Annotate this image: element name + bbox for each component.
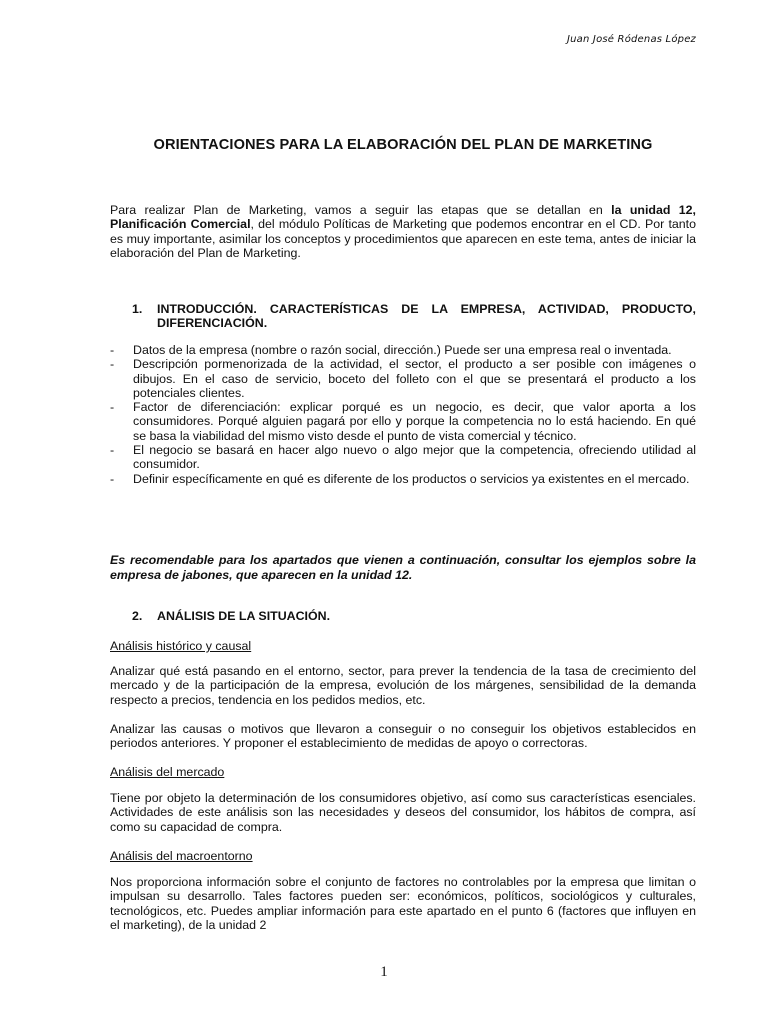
list-item xyxy=(110,472,696,486)
section-1-title: INTRODUCCIÓN. CARACTERÍSTICAS DE LA EMPRESA, ACTIVIDAD, PRODUCTO, DIFERENCIACIÓN. xyxy=(157,302,696,331)
bullet-dash: - xyxy=(110,400,115,415)
recommendation-note: Es recomendable para los apartados que vienen a continuación, consultar los ejemplos sobre la empresa de jabones, que aparecen en la unidad 12. xyxy=(110,553,696,582)
page-number: 1 xyxy=(380,964,388,980)
bullet-dash: - xyxy=(110,471,115,486)
section-1-bullet-list xyxy=(110,343,696,486)
bullet-text: Definir específicamente en qué es diferente de los productos o servicios ya existentes en el mercado. xyxy=(133,471,690,486)
bullet-dash: - xyxy=(110,343,115,357)
subheading-market-analysis: Análisis del mercado xyxy=(110,765,225,779)
subheading-historical-analysis: Análisis histórico y causal xyxy=(110,639,252,653)
bullet-dash: - xyxy=(110,443,115,458)
bullet-text: El negocio se basará en hacer algo nuevo o algo mejor que la competencia, ofreciendo utilidad al consumidor. xyxy=(133,443,696,472)
paragraph-macroenvironment: Nos proporciona información sobre el conjunto de factores no controlables por la empresa que limitan o impulsan su desarrollo. Tales factores pueden ser: económicos, políticos, sociológicos y culturales, tecnológicos, etc. Puedes ampliar información para este apartado en el punto 6 (factores que influyen en el marketing), de la unidad 2 xyxy=(110,875,696,932)
list-item xyxy=(110,343,696,357)
bullet-text: Datos de la empresa (nombre o razón social, dirección.) Puede ser una empresa real o inventada. xyxy=(133,343,672,357)
section-1-heading xyxy=(132,302,696,331)
subheading-macroenvironment: Análisis del macroentorno xyxy=(110,849,253,863)
document-title: ORIENTACIONES PARA LA ELABORACIÓN DEL PLAN DE MARKETING xyxy=(153,137,653,153)
paragraph-historical-2: Analizar las causas o motivos que llevaron a conseguir o no conseguir los objetivos establecidos en periodos anteriores. Y proponer el establecimiento de medidas de apoyo o correctoras. xyxy=(110,722,696,751)
paragraph-historical-1: Analizar qué está pasando en el entorno, sector, para prever la tendencia de la tasa de crecimiento del mercado y de la participación de la empresa, evolución de los márgenes, sensibilidad de la demanda respecto a precios, tendencia en los pedidos medios, etc. xyxy=(110,664,696,707)
section-2-title: ANÁLISIS DE LA SITUACIÓN. xyxy=(157,609,331,623)
intro-bold-unit: la unidad 12, Planificación Comercial xyxy=(110,203,696,232)
paragraph-market: Tiene por objeto la determinación de los consumidores objetivo, así como sus características esenciales. Actividades de este análisis son las necesidades y deseos del consumidor, los hábitos de compra, así como su capacidad de compra. xyxy=(110,791,696,834)
section-1-number: 1. xyxy=(132,302,143,316)
bullet-dash: - xyxy=(110,357,115,372)
list-item xyxy=(110,400,696,443)
intro-text-1: Para realizar Plan de Marketing, vamos a seguir las etapas que se detallan en xyxy=(110,203,612,217)
section-2-number: 2. xyxy=(132,609,143,623)
bullet-text: Factor de diferenciación: explicar porqué es un negocio, es decir, que valor aporta a los consumidores. Porqué alguien pagará por ello y porque la competencia no lo está haciendo. En qué se basa la viabilidad del mismo visto desde el punto de vista comercial y técnico. xyxy=(133,400,696,443)
section-2-heading xyxy=(132,609,696,623)
intro-text-2: , del módulo Políticas de Marketing que podemos encontrar en el CD. Por tanto es muy importante, asimilar los conceptos y procedimientos que aparecen en este tema, antes de iniciar la elaboración del Plan de Marketing. xyxy=(110,217,696,260)
header-author: Juan José Ródenas López xyxy=(567,34,696,45)
list-item xyxy=(110,443,696,472)
intro-paragraph xyxy=(110,203,696,260)
list-item xyxy=(110,357,696,400)
bullet-text: Descripción pormenorizada de la actividad, el sector, el producto a ser posible con imágenes o dibujos. En el caso de servicio, boceto del folleto con el que se presentará el producto a los potenciales clientes. xyxy=(133,357,696,400)
